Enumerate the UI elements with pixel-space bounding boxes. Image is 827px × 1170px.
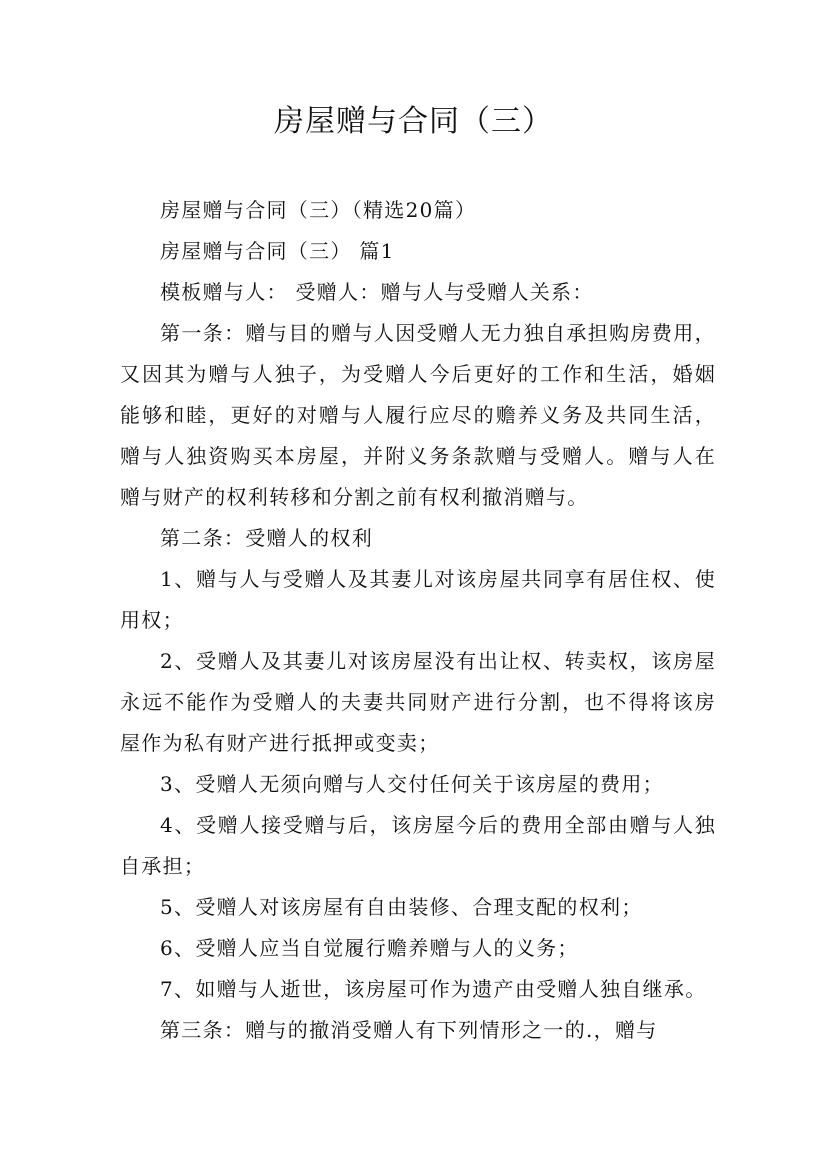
paragraph-section-heading: 房屋赠与合同（三） 篇1: [160, 239, 395, 263]
paragraph-parties: 模板赠与人： 受赠人：赠与人与受赠人关系：: [160, 280, 594, 304]
paragraph-clause-2: 2、受赠人及其妻儿对该房屋没有出让权、转卖权，该房屋永远不能作为受赠人的夫妻共同财产进行分割，也不得将该房屋作为私有财产进行抵押或变卖；: [120, 649, 716, 755]
paragraph-article-2-heading: 第二条：受赠人的权利: [160, 526, 373, 550]
document-body: [120, 190, 716, 1051]
paragraph-clause-3: 3、受赠人无须向赠与人交付任何关于该房屋的费用；: [160, 772, 664, 796]
paragraph-article-3: 第三条：赠与的撤消受赠人有下列情形之一的.，赠与: [160, 1018, 658, 1042]
paragraph-clause-4: 4、受赠人接受赠与后，该房屋今后的费用全部由赠与人独自承担；: [120, 813, 716, 878]
paragraph-clause-6: 6、受赠人应当自觉履行赡养赠与人的义务；: [160, 936, 579, 960]
paragraph-clause-5: 5、受赠人对该房屋有自由装修、合理支配的权利；: [160, 895, 643, 919]
paragraph-clause-1: 1、赠与人与受赠人及其妻儿对该房屋共同享有居住权、使用权；: [120, 567, 716, 632]
document-title: 房屋赠与合同（三）: [274, 104, 553, 139]
paragraph-subtitle: 房屋赠与合同（三）（精选20篇）: [160, 198, 477, 222]
paragraph-clause-7: 7、如赠与人逝世，该房屋可作为遗产由受赠人独自继承。: [160, 977, 707, 1001]
paragraph-article-1: 第一条：赠与目的赠与人因受赠人无力独自承担购房费用，又因其为赠与人独子，为受赠人今后更好的工作和生活，婚姻能够和睦，更好的对赠与人履行应尽的赡养义务及共同生活，赠与人独资购买本房屋，并附义务条款赠与受赠人。赠与人在赠与财产的权利转移和分割之前有权利撤消赠与。: [120, 321, 716, 509]
